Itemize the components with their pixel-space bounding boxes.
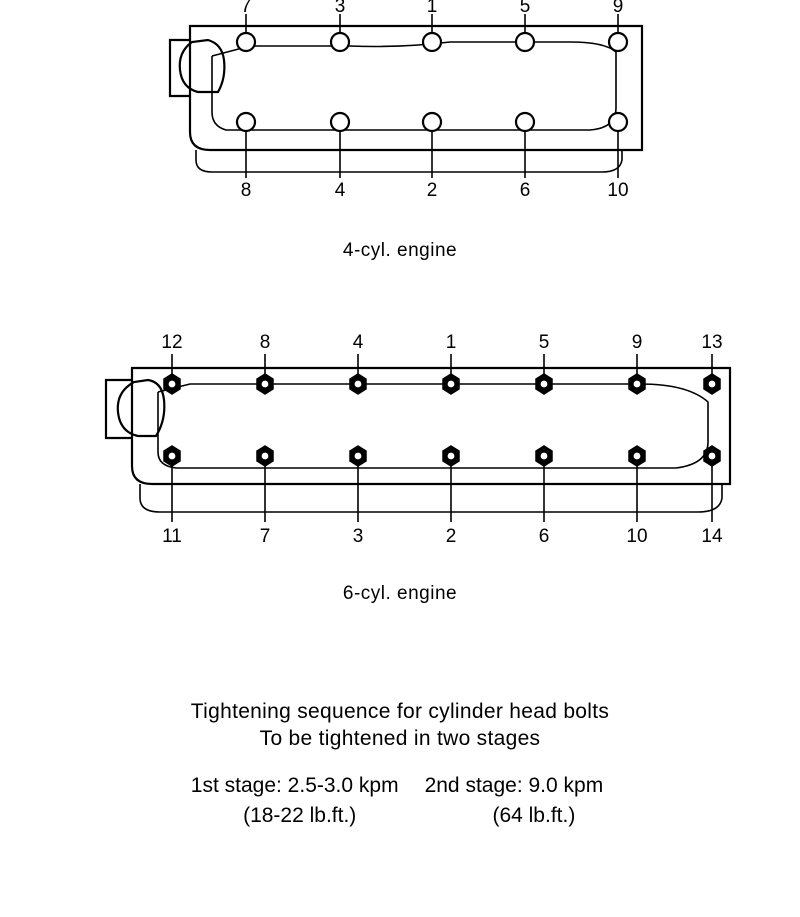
bolt-label-top-4: 1 <box>445 332 457 353</box>
notes-line-1: Tightening sequence for cylinder head bolts <box>190 700 610 723</box>
caption-6cyl: 6-cyl. engine <box>342 583 458 604</box>
stage2-main: 2nd stage: 9.0 kpm <box>424 774 604 797</box>
bolt-label-top-2: 8 <box>259 332 271 353</box>
bolt-label-bottom-2: 7 <box>259 526 271 547</box>
bolt-label-top-6: 9 <box>631 332 643 353</box>
bolt-label-top-7: 13 <box>701 332 723 353</box>
tightening-notes <box>0 698 800 752</box>
torque-stage-1 <box>191 772 399 829</box>
bolt-hole-group-bottom <box>164 446 720 466</box>
bolt-label-top-3: 1 <box>426 0 438 17</box>
cylinder-head-diagram-4cyl <box>150 0 670 210</box>
torque-stage-2 <box>425 772 604 829</box>
bolt-label-bottom-5: 6 <box>538 526 550 547</box>
bolt-label-bottom-5: 10 <box>607 180 629 201</box>
stage1-sub: (18-22 lb.ft.) <box>243 804 357 827</box>
bolt-label-bottom-1: 8 <box>240 180 252 201</box>
bolt-label-top-5: 5 <box>538 332 550 353</box>
bolt-label-top-4: 5 <box>519 0 531 17</box>
bolt-label-bottom-7: 14 <box>701 526 723 547</box>
bolt-label-top-5: 9 <box>612 0 624 17</box>
cylinder-head-diagram-6cyl <box>80 330 760 570</box>
stage2-sub: (64 lb.ft.) <box>492 804 576 827</box>
bolt-label-bottom-6: 10 <box>626 526 648 547</box>
bolt-label-bottom-3: 2 <box>426 180 438 201</box>
bolt-label-top-1: 12 <box>161 332 183 353</box>
bolt-label-top-1: 7 <box>240 0 252 17</box>
bolt-label-top-3: 4 <box>352 332 364 353</box>
bolt-label-bottom-2: 4 <box>334 180 346 201</box>
bolt-label-bottom-4: 2 <box>445 526 457 547</box>
bolt-label-bottom-3: 3 <box>352 526 364 547</box>
notes-line-2: To be tightened in two stages <box>259 727 541 750</box>
caption-4cyl: 4-cyl. engine <box>342 240 458 261</box>
torque-stages <box>0 772 800 829</box>
stage1-main: 1st stage: 2.5-3.0 kpm <box>190 774 399 797</box>
bolt-label-top-2: 3 <box>334 0 346 17</box>
bolt-label-bottom-4: 6 <box>519 180 531 201</box>
bolt-label-bottom-1: 11 <box>162 526 182 547</box>
